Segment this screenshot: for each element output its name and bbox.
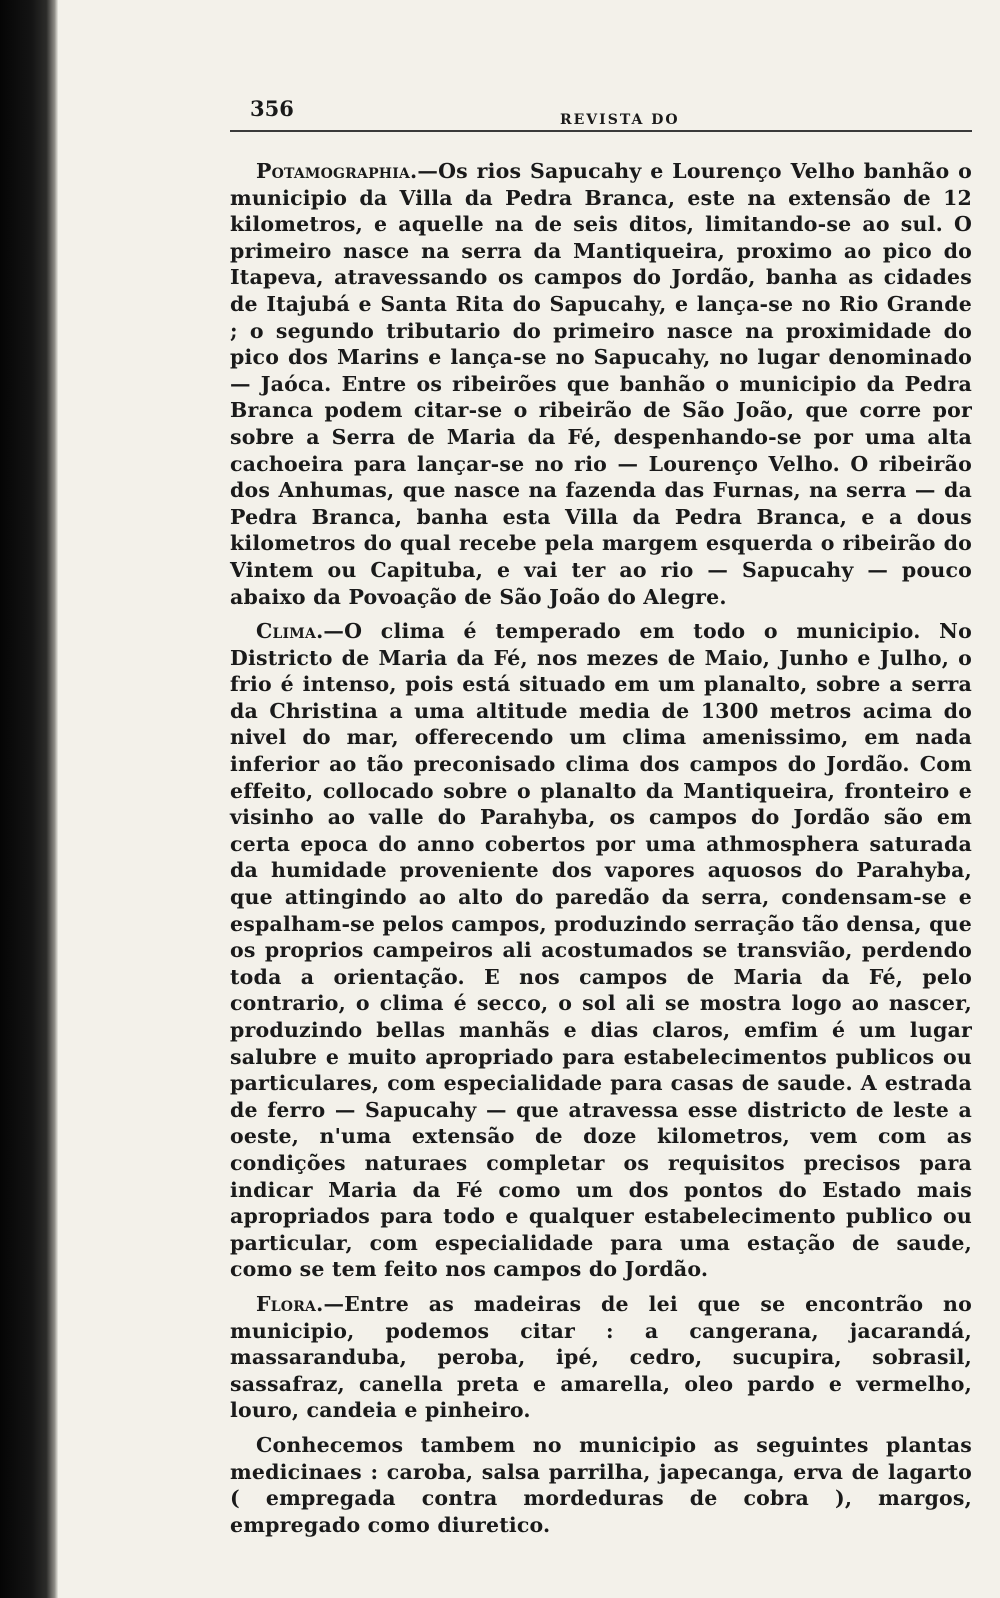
book-binding-edge	[0, 0, 58, 1598]
body-text	[230, 158, 972, 1538]
paragraph-text: Conhecemos tambem no municipio as seguintes plantas medicinaes : caroba, salsa parrilha, japecanga, erva de lagarto ( empregada contra mordeduras de cobra ), margos, empregado como diuretico.	[230, 1432, 972, 1537]
paragraph-text: —O clima é temperado em todo o municipio. No Districto de Maria da Fé, nos mezes de Maio, Junho e Julho, o frio é intenso, pois está situado em um planalto, sobre a serra da Christina a uma altitude media de 1300 metros acima do nivel do mar, offerecendo um clima amenissimo, em nada inferior ao tão preconisado clima dos campos do Jordão. Com effeito, collocado sobre o planalto da Mantiqueira, fronteiro e visinho ao valle do Parahyba, os campos do Jordão são em certa epoca do anno cobertos por uma athmosphera saturada da humidade proveniente dos vapores aquosos do Parahyba, que attingindo ao alto do paredão da serra, condensam-se e espalham-se pelos campos, produzindo serração tão densa, que os proprios campeiros ali acostumados se transvião, perdendo toda a orientação. E nos campos de Maria da Fé, pelo contrario, o clima é secco, o sol ali se mostra logo ao nascer, produzindo bellas manhãs e dias claros, emfim é um lugar salubre e muito apropriado para estabelecimentos publicos ou particulares, com especialidade para casas de saude. A estrada de ferro — Sapucahy — que atravessa esse districto de leste a oeste, n'uma extensão de doze kilometros, vem com as condições naturaes completar os requisitos precisos para indicar Maria da Fé como um dos pontos do Estado mais apropriados para todo e qualquer estabelecimento publico ou particular, com especialidade para uma estação de saude, como se tem feito nos campos do Jordão.	[230, 619, 972, 1282]
page-number: 356	[250, 96, 294, 121]
paragraph-flora	[230, 1291, 972, 1424]
section-lead-flora: Flora.	[256, 1291, 324, 1316]
section-lead-clima: Clima.	[256, 619, 324, 644]
section-lead-potamographia: Potamographia.	[256, 159, 418, 183]
paragraph-plantas-medicinaes	[230, 1432, 972, 1538]
book-page	[230, 92, 972, 1546]
paragraph-text: —Entre as madeiras de lei que se encontrão no municipio, podemos citar : a cangerana, jacarandá, massaranduba, peroba, ipé, cedro, sucupira, sobrasil, sassafraz, canella preta e amarella, oleo pardo e vermelho, louro, candeia e pinheiro.	[230, 1291, 972, 1423]
running-head-title: REVISTA DO	[560, 112, 680, 128]
running-head	[230, 92, 972, 132]
paragraph-text: —Os rios Sapucahy e Lourenço Velho banhão o municipio da Villa da Pedra Branca, este na extensão de 12 kilometros, e aquelle na de seis ditos, limitando-se ao sul. O primeiro nasce na serra da Mantiqueira, proximo ao pico do Itapeva, atravessando os campos do Jordão, banha as cidades de Itajubá e Santa Rita do Sapucahy, e lança-se no Rio Grande ; o segundo tributario do primeiro nasce na proximidade do pico dos Marins e lança-se no Sapucahy, no lugar denominado — Jaóca. Entre os ribeirões que banhão o municipio da Pedra Branca podem citar-se o ribeirão de São João, que corre por sobre a Serra de Maria da Fé, despenhando-se por uma alta cachoeira para lançar-se no rio — Lourenço Velho. O ribeirão dos Anhumas, que nasce na fazenda das Furnas, na serra — da Pedra Branca, banha esta Villa da Pedra Branca, e a dous kilometros do qual recebe pela margem esquerda o ribeirão do Vintem ou Capituba, e vai ter ao rio — Sapucahy — pouco abaixo da Povoação de São João do Alegre.	[230, 159, 972, 609]
paragraph-clima	[230, 618, 972, 1283]
paragraph-potamographia	[230, 158, 972, 610]
